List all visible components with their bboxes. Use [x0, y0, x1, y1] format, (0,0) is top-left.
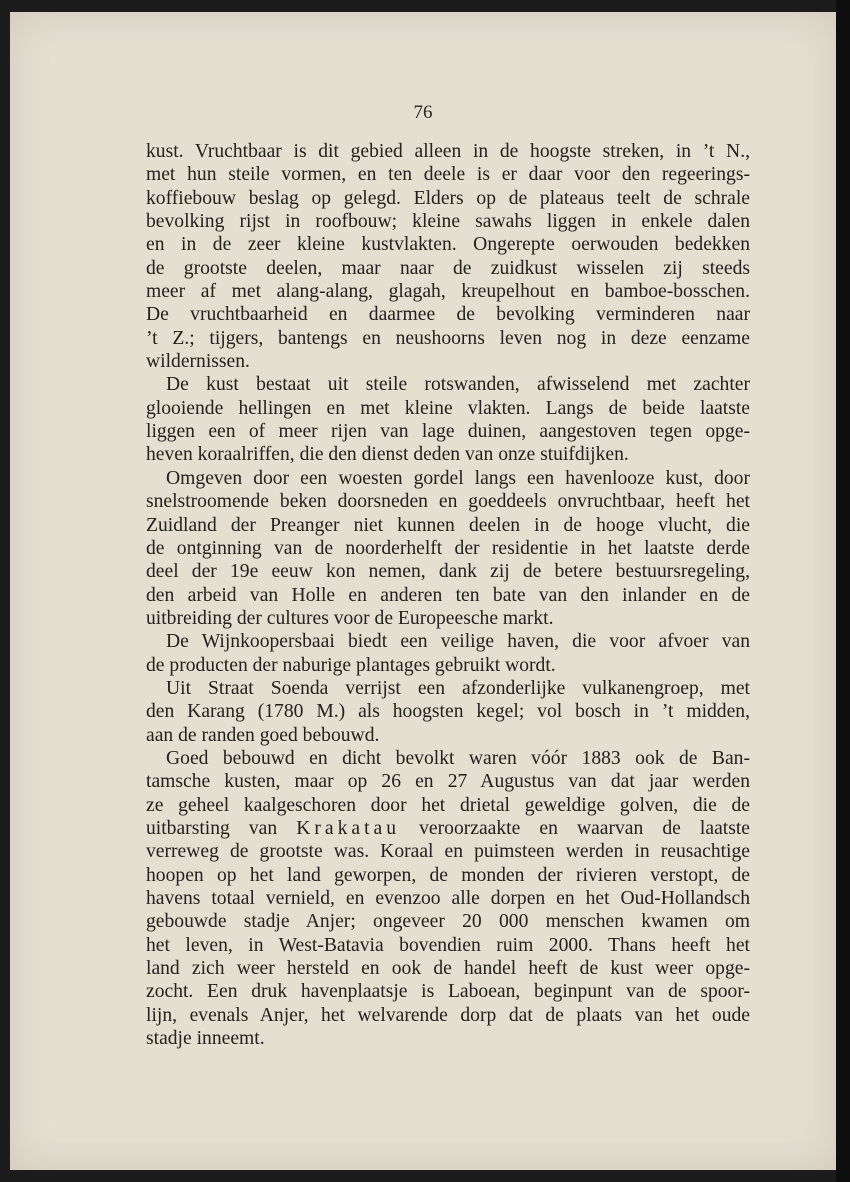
page-number: 76	[413, 102, 433, 123]
text-line: lijn, evenals Anjer, het welvarende dorp dat de plaats van het oude	[146, 1004, 750, 1026]
book-page	[10, 12, 836, 1170]
text-line: De kust bestaat uit steile rotswanden, afwisselend met zachter	[166, 374, 750, 396]
text-fragment: uitbarsting van	[146, 817, 297, 839]
text-line: bevolking rijst in roofbouw; kleine sawahs liggen in enkele dalen	[146, 211, 750, 233]
text-line: De vruchtbaarheid en daarmee de bevolking verminderen naar	[146, 304, 750, 326]
text-line: meer af met alang-alang, glagah, kreupelhout en bamboe-bosschen.	[146, 281, 750, 303]
text-line: de ontginning van de noorderhelft der residentie in het laatste derde	[146, 537, 750, 559]
text-line: zocht. Een druk havenplaatsje is Laboean, beginpunt van de spoor-	[146, 981, 750, 1003]
text-line: de grootste deelen, maar naar de zuidkust wisselen zij steeds	[146, 257, 750, 279]
scan-edge	[836, 0, 850, 1182]
spaced-word: Krakatau	[296, 817, 401, 839]
text-line: ze geheel kaalgeschoren door het drietal geweldige golven, die de	[146, 794, 750, 816]
text-line: het leven, in West-Batavia bovendien ruim 2000. Thans heeft het	[146, 934, 750, 956]
body-text	[146, 140, 750, 1050]
text-line: Zuidland der Preanger niet kunnen deelen in de hooge vlucht, die	[146, 514, 750, 536]
text-line: ’t Z.; tijgers, bantengs en neushoorns leven nog in deze eenzame	[146, 327, 750, 349]
text-line: den Karang (1780 M.) als hoogsten kegel; vol bosch in ’t midden,	[146, 701, 750, 723]
text-line: snelstroomende beken doorsneden en goeddeels onvruchtbaar, heeft het	[146, 491, 750, 513]
text-line: land zich weer hersteld en ook de handel heeft de kust weer opge-	[146, 958, 750, 980]
text-line: havens totaal vernield, en evenzoo alle dorpen en het Oud-Hollandsch	[146, 888, 750, 909]
text-line: en in de zeer kleine kustvlakten. Ongerepte oerwouden bedekken	[146, 234, 750, 256]
paragraph	[146, 140, 750, 373]
paragraph	[146, 373, 750, 466]
text-line: gebouwde stadje Anjer; ongeveer 20 000 menschen kwamen om	[146, 911, 750, 933]
text-line: glooiende hellingen en met kleine vlakten. Langs de beide laatste	[146, 397, 750, 419]
paragraph	[146, 747, 750, 1050]
text-line: verreweg de grootste was. Koraal en puimsteen werden in reusachtige	[146, 841, 750, 863]
text-line: hoopen op het land geworpen, de monden der rivieren verstopt, de	[146, 864, 750, 886]
text-line: De Wijnkoopersbaai biedt een veilige haven, die voor afvoer van	[166, 631, 750, 653]
text-line: Uit Straat Soenda verrijst een afzonderlijke vulkanengroep, met	[166, 677, 750, 699]
paragraph	[146, 467, 750, 630]
text-line-spaced	[146, 817, 750, 840]
text-line: stadje inneemt.	[146, 1028, 265, 1050]
text-line: uitbreiding der cultures voor de Europeesche markt.	[146, 607, 554, 629]
text-fragment: veroorzaakte en waarvan de laatste	[400, 817, 750, 839]
text-line: Goed bebouwd en dicht bevolkt waren vóór 1883 ook de Ban-	[166, 747, 750, 769]
text-line: tamsche kusten, maar op 26 en 27 Augustus van dat jaar werden	[146, 771, 750, 793]
text-line: heven koraalriffen, die den dienst deden van onze stuifdijken.	[146, 444, 629, 466]
text-line: koffiebouw beslag op gelegd. Elders op de plateaus teelt de schrale	[146, 187, 750, 209]
text-line: wildernissen.	[146, 351, 250, 373]
paragraph	[146, 630, 750, 677]
text-line: liggen een of meer rijen van lage duinen, aangestoven tegen opge-	[146, 421, 750, 443]
text-line: kust. Vruchtbaar is dit gebied alleen in de hoogste streken, in ’t N.,	[146, 141, 750, 162]
text-line: met hun steile vormen, en ten deele is er daar voor den regeerings-	[146, 164, 750, 186]
text-line: de producten der naburige plantages gebruikt wordt.	[146, 654, 556, 676]
text-line: Omgeven door een woesten gordel langs een havenlooze kust, door	[166, 467, 750, 489]
text-line: aan de randen goed bebouwd.	[146, 724, 380, 746]
paragraph	[146, 677, 750, 747]
text-line: den arbeid van Holle en anderen ten bate van den inlander en de	[146, 584, 750, 606]
text-line: deel der 19e eeuw kon nemen, dank zij de betere bestuursregeling,	[146, 561, 750, 583]
